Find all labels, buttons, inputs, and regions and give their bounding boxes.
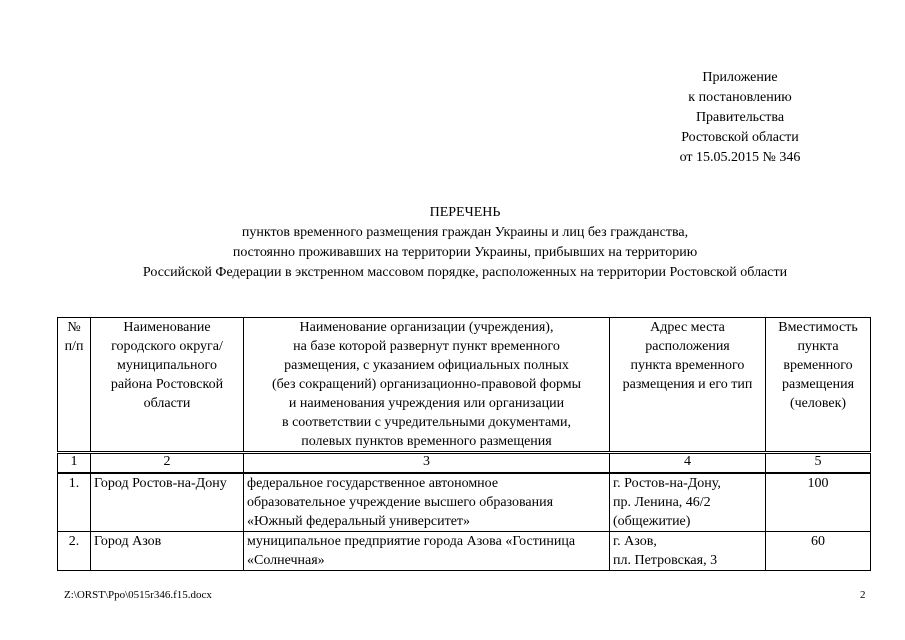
table-row <box>58 473 871 532</box>
header-district: Наименование городского округа/ муниципального района Ростовской области <box>91 318 244 453</box>
appendix-line: Приложение <box>702 70 778 85</box>
appendix-block <box>640 68 840 168</box>
heading-line: постоянно проживавших на территории Украины, прибывших на территорию <box>232 245 698 260</box>
row-district: Город Ростов-на-Дону <box>91 473 244 532</box>
placement-table <box>57 317 871 571</box>
row-capacity: 100 <box>766 473 871 532</box>
column-number: 3 <box>244 453 610 474</box>
column-number: 5 <box>766 453 871 474</box>
appendix-line: Ростовской области <box>681 130 799 145</box>
row-address: г. Азов, пл. Петровская, 3 <box>610 532 766 571</box>
appendix-line: к постановлению <box>688 90 792 105</box>
row-district: Город Азов <box>91 532 244 571</box>
footer-file-path: Z:\ORST\Ppo\0515r346.f15.docx <box>64 589 212 601</box>
header-organization: Наименование организации (учреждения), на базе которой развернут пункт временного размещения, с указанием официальных полных (без сокращений) организационно-правовой формы и наименования учреждения или организации в соответствии с учредительными документами, полевых пунктов временного размещения <box>244 318 610 453</box>
heading-line: Российской Федерации в экстренном массовом порядке, расположенных на территории Ростовской области <box>142 265 788 280</box>
column-number-row <box>58 453 871 474</box>
footer-page-number: 2 <box>860 589 866 601</box>
row-num: 1. <box>58 473 91 532</box>
document-title: ПЕРЕЧЕНЬ <box>429 205 501 220</box>
header-address: Адрес места расположения пункта временного размещения и его тип <box>610 318 766 453</box>
column-number: 1 <box>58 453 91 474</box>
table-header-row <box>58 318 871 453</box>
heading-line: пунктов временного размещения граждан Украины и лиц без гражданства, <box>241 225 689 240</box>
header-capacity: Вместимость пункта временного размещения (человек) <box>766 318 871 453</box>
header-num: № п/п <box>58 318 91 453</box>
row-capacity: 60 <box>766 532 871 571</box>
row-address: г. Ростов-на-Дону, пр. Ленина, 46/2 (общежитие) <box>610 473 766 532</box>
document-heading <box>40 203 890 283</box>
appendix-line: от 15.05.2015 № 346 <box>679 150 801 165</box>
row-num: 2. <box>58 532 91 571</box>
column-number: 2 <box>91 453 244 474</box>
row-organization: федеральное государственное автономное образовательное учреждение высшего образования «Южный федеральный университет» <box>244 473 610 532</box>
table-row <box>58 532 871 571</box>
row-organization: муниципальное предприятие города Азова «Гостиница «Солнечная» <box>244 532 610 571</box>
column-number: 4 <box>610 453 766 474</box>
appendix-line: Правительства <box>695 110 785 125</box>
